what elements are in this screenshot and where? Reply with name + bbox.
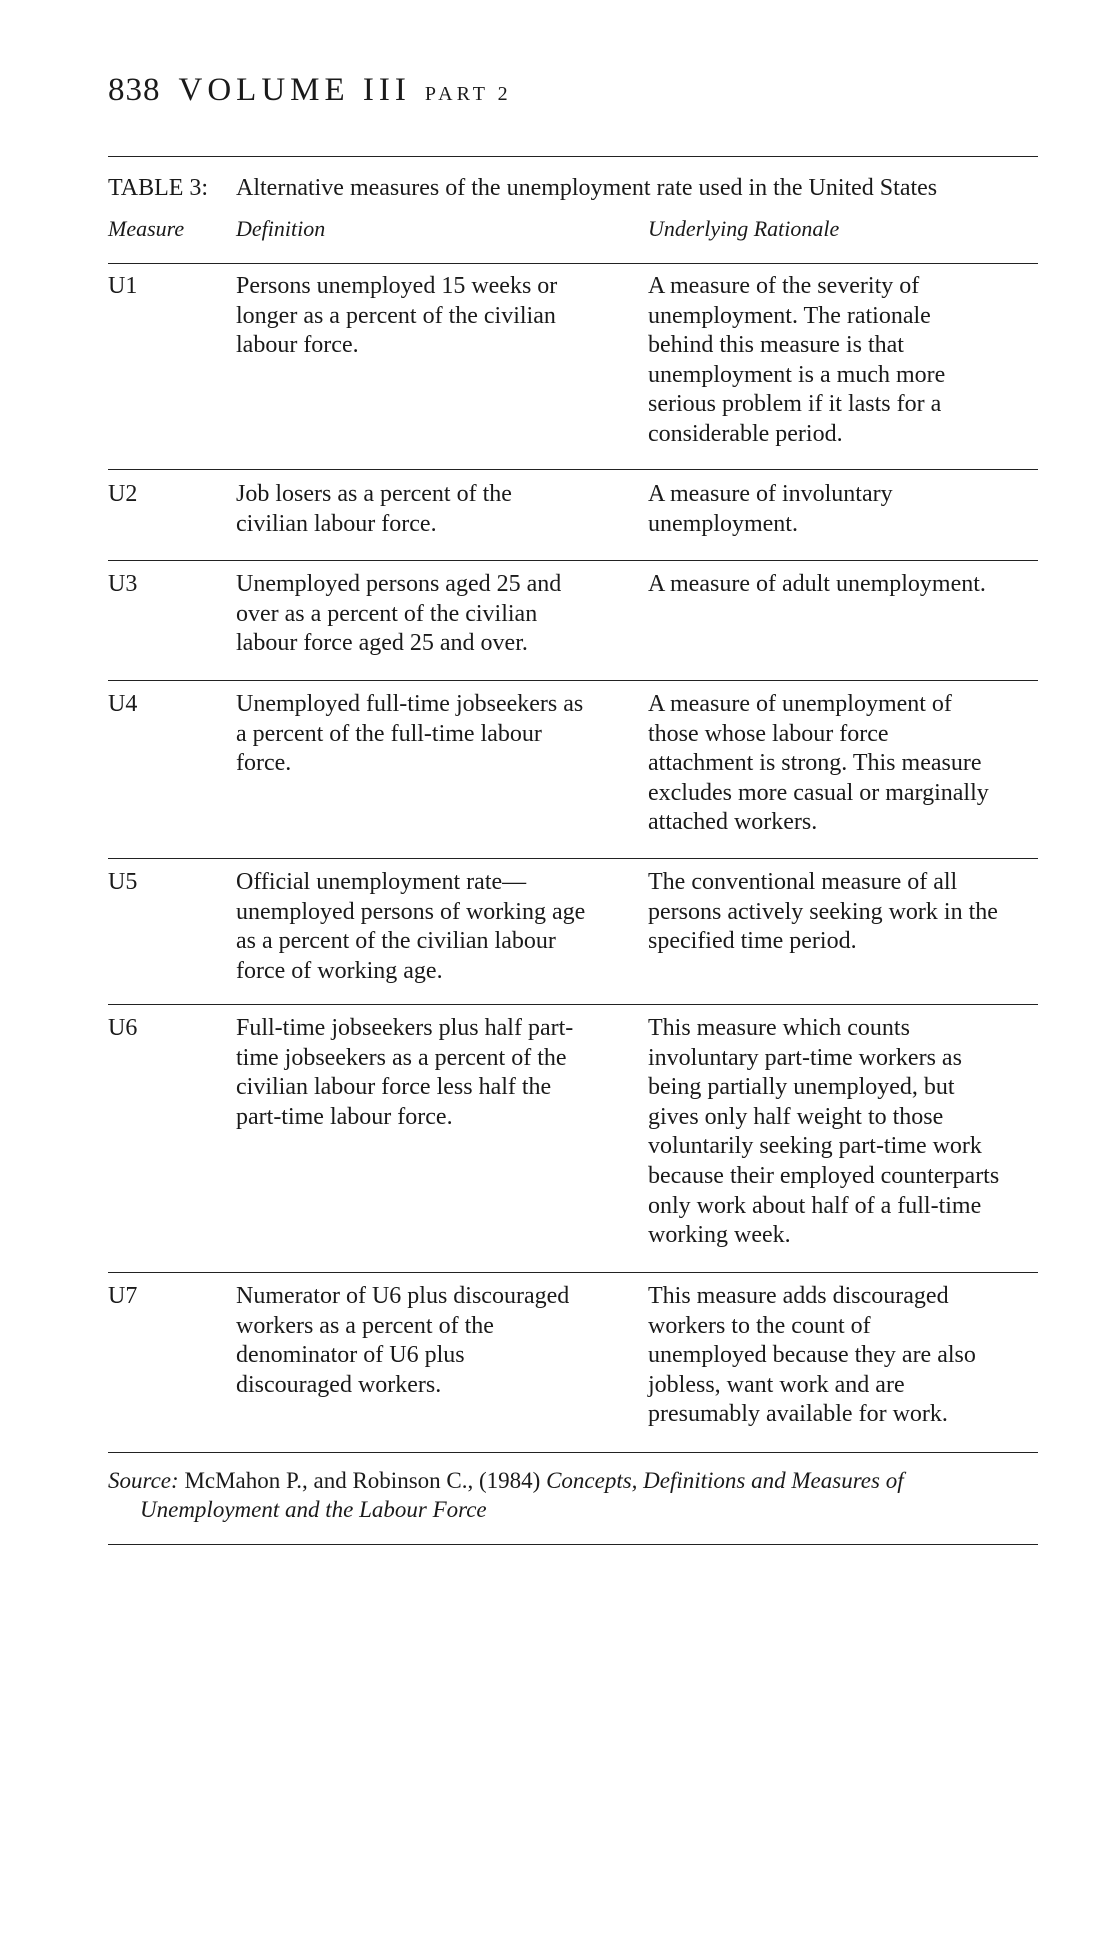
measure-cell: U4 — [108, 691, 138, 717]
rationale-line: being partially unemployed, but — [648, 1074, 955, 1101]
rationale-cell — [648, 690, 1048, 838]
page-number: 838 — [108, 72, 161, 108]
row-divider — [108, 469, 1038, 470]
definition-cell — [236, 570, 636, 659]
rationale-line: working week. — [648, 1222, 791, 1249]
rationale-line: those whose labour force — [648, 720, 889, 747]
table-label: TABLE 3: — [108, 175, 209, 201]
rationale-line: only work about half of a full-time — [648, 1192, 982, 1219]
definition-line: Persons unemployed 15 weeks or — [236, 273, 558, 299]
part-label: PART 2 — [424, 83, 512, 105]
row-divider — [108, 680, 1038, 681]
rationale-line: gives only half weight to those — [648, 1103, 944, 1130]
table-bottom-rule — [108, 1544, 1038, 1545]
rationale-line: presumably available for work. — [648, 1401, 948, 1428]
definition-line: Official unemployment rate— — [236, 869, 527, 895]
rationale-line: The conventional measure of all — [648, 869, 958, 895]
rationale-cell — [648, 1282, 1048, 1430]
rationale-line: A measure of involuntary — [648, 481, 893, 507]
volume-label: VOLUME III — [178, 72, 411, 108]
rationale-line: excludes more casual or marginally — [648, 779, 989, 806]
column-header-rationale: Underlying Rationale — [648, 216, 840, 241]
rationale-line: A measure of adult unemployment. — [648, 571, 986, 597]
definition-cell — [236, 480, 636, 539]
definition-cell — [236, 690, 636, 779]
table-caption — [108, 175, 937, 202]
source-authors: McMahon P., and Robinson C., (1984) — [184, 1468, 541, 1493]
measure-cell: U5 — [108, 869, 138, 895]
row-divider — [108, 560, 1038, 561]
rationale-line: unemployment. The rationale — [648, 302, 931, 329]
definition-line: force of working age. — [236, 957, 443, 984]
definition-line: over as a percent of the civilian — [236, 600, 538, 627]
definition-line: Numerator of U6 plus discouraged — [236, 1283, 570, 1309]
source-note — [108, 1466, 1038, 1524]
definition-cell — [236, 1014, 636, 1132]
rationale-line: workers to the count of — [648, 1312, 871, 1339]
rationale-line: specified time period. — [648, 928, 857, 955]
rationale-line: A measure of the severity of — [648, 273, 920, 299]
source-label: Source: — [108, 1468, 179, 1493]
definition-line: denominator of U6 plus — [236, 1342, 465, 1369]
source-top-rule — [108, 1452, 1038, 1453]
definition-line: Unemployed persons aged 25 and — [236, 571, 562, 597]
definition-cell — [236, 868, 636, 986]
table-top-rule — [108, 156, 1038, 157]
definition-cell — [236, 1282, 636, 1400]
definition-line: labour force. — [236, 332, 359, 359]
rationale-line: unemployed because they are also — [648, 1342, 976, 1369]
definition-line: part-time labour force. — [236, 1103, 453, 1130]
definition-line: civilian labour force. — [236, 510, 437, 537]
definition-line: unemployed persons of working age — [236, 898, 586, 925]
source-title-continued: Unemployment and the Labour Force — [140, 1497, 487, 1522]
rationale-line: persons actively seeking work in the — [648, 898, 998, 925]
rationale-cell — [648, 480, 1048, 539]
definition-line: labour force aged 25 and over. — [236, 630, 528, 657]
measure-cell: U2 — [108, 481, 138, 507]
definition-line: Full-time jobseekers plus half part- — [236, 1015, 574, 1041]
running-head — [108, 72, 512, 109]
measure-cell: U3 — [108, 571, 138, 597]
rationale-line: serious problem if it lasts for a — [648, 391, 942, 418]
measure-cell: U6 — [108, 1015, 138, 1041]
column-header-measure: Measure — [108, 216, 185, 241]
rationale-line: This measure adds discouraged — [648, 1283, 949, 1309]
rationale-line: voluntarily seeking part-time work — [648, 1133, 982, 1160]
rationale-line: jobless, want work and are — [648, 1371, 905, 1398]
definition-line: civilian labour force less half the — [236, 1074, 552, 1101]
rationale-line: unemployment is a much more — [648, 361, 946, 388]
definition-line: Job losers as a percent of the — [236, 481, 512, 507]
rationale-line: behind this measure is that — [648, 332, 904, 359]
table-title: Alternative measures of the unemployment rate used in the United States — [236, 175, 938, 201]
source-line-1 — [108, 1466, 1038, 1495]
rationale-cell — [648, 1014, 1048, 1251]
definition-line: discouraged workers. — [236, 1371, 442, 1398]
definition-line: workers as a percent of the — [236, 1312, 494, 1339]
definition-line: Unemployed full-time jobseekers as — [236, 691, 584, 717]
row-divider — [108, 1004, 1038, 1005]
measure-cell: U1 — [108, 273, 138, 299]
definition-cell — [236, 272, 636, 361]
definition-line: time jobseekers as a percent of the — [236, 1044, 567, 1071]
definition-line: a percent of the full-time labour — [236, 720, 542, 747]
rationale-cell — [648, 868, 1048, 957]
measure-cell: U7 — [108, 1283, 138, 1309]
rationale-line: involuntary part-time workers as — [648, 1044, 962, 1071]
rationale-line: attachment is strong. This measure — [648, 750, 982, 777]
rationale-line: attached workers. — [648, 809, 818, 836]
row-divider — [108, 858, 1038, 859]
row-divider — [108, 1272, 1038, 1273]
rationale-line: because their employed counterparts — [648, 1162, 1000, 1189]
rationale-line: unemployment. — [648, 510, 798, 537]
rationale-cell — [648, 570, 1048, 600]
source-title: Concepts, Definitions and Measures of — [546, 1468, 904, 1493]
column-header-definition: Definition — [236, 216, 326, 241]
definition-line: longer as a percent of the civilian — [236, 302, 556, 329]
rationale-line: A measure of unemployment of — [648, 691, 952, 717]
rationale-cell — [648, 272, 1048, 450]
rationale-line: This measure which counts — [648, 1015, 910, 1041]
definition-line: force. — [236, 750, 292, 777]
rationale-line: considerable period. — [648, 420, 843, 447]
definition-line: as a percent of the civilian labour — [236, 928, 556, 955]
header-rule — [108, 263, 1038, 264]
